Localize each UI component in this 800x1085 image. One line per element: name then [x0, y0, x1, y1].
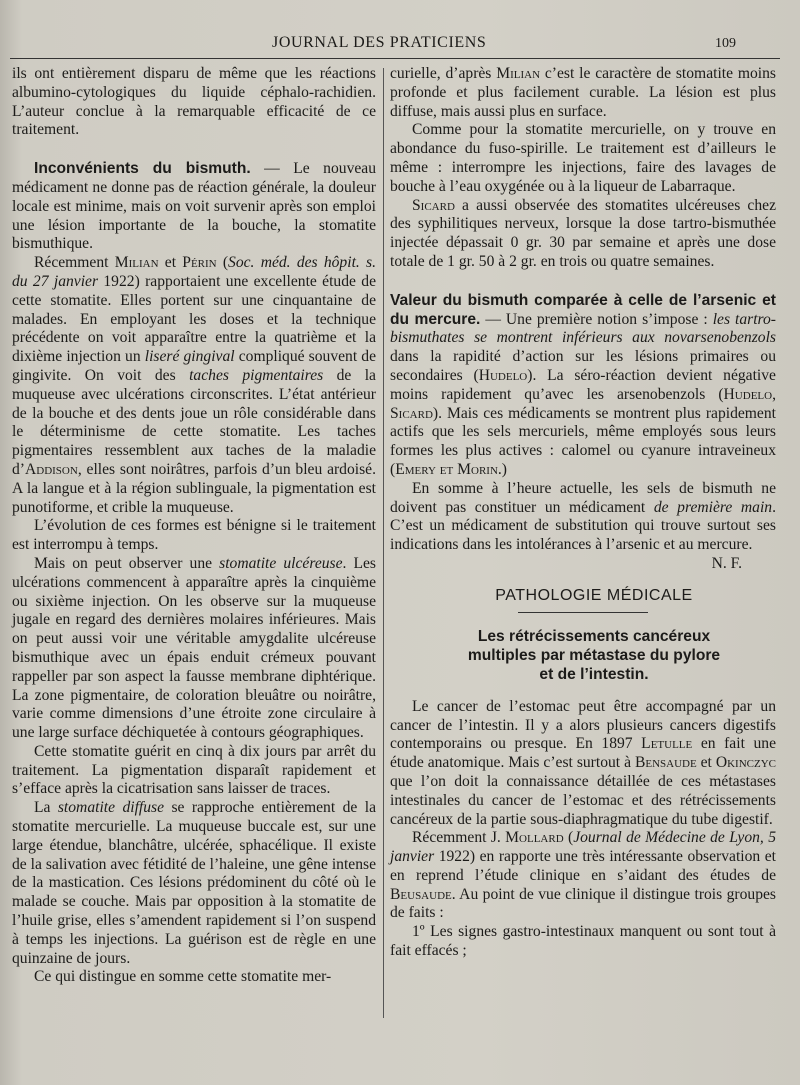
page-header	[0, 30, 800, 60]
paragraph: Ce qui distingue en somme cette stomatite mer-	[34, 968, 332, 986]
page-number: 109	[715, 36, 736, 51]
paragraph: En somme à l’heure actuelle, les sels de bismuth ne doivent pas constituer un médicament de première main. C’est un médicament de substitution qui trouve surtout ses indications dans les intolérances à l’arsenic et au mercure. N. F.	[390, 479, 777, 572]
left-column	[12, 65, 376, 987]
paragraph: L’évolution de ces formes est bénigne si le traitement est interrompu à temps.	[12, 517, 376, 554]
paragraph: Mais on peut observer une stomatite ulcéreuse. Les ulcérations commencent à apparaître après la cinquième ou sixième injection. On les observe sur la muqueuse jugale en regard des dernières molaires inférieures. Mais on peut aussi voir une véritable amygdalite ulcéreuse bismuthique avec un épais enduit crémeux pouvant rappeller par son aspect la fausse membrane diphtérique. La zone pigmentaire, de coloration bleuâtre ou noirâtre, varie comme dimensions d’une étroite zone circulaire à une large surface déchiquetée à contours géographiques.	[12, 554, 377, 742]
paragraph: Récemment Milian et Périn (Soc. méd. des hôpit. s. du 27 janvier 1922) rapportaient une excellente étude de cette stomatite. Elles portent sur une cinquantaine de malades. En employant les doses et la technique précédente on voit apparaître entre la quatrième et la dixième injection un liseré gingival compliqué souvent de gingivite. On voit des taches pigmentaires de la muqueuse avec ulcérations circonscrites. L’état antérieur de la bouche et des dents joue un rôle considérable dans le déterminisme de cette stomatite. Les taches pigmentaires ressemblent aux taches de la maladie d’Addison, elles sont noirâtres, parfois d’un bleu ardoisé. A la langue et à la région sublinguale, la pigmentation est punotiforme, et crible la muqueuse.	[12, 254, 376, 516]
right-column	[390, 65, 776, 961]
section-heading: Valeur du bismuth comparée à celle de l’arsenic et du mercure.	[390, 291, 776, 328]
section-title: PATHOLOGIE MÉDICALE	[495, 586, 693, 604]
author-signature: N. F.	[711, 554, 742, 572]
section-heading: Inconvénients du bismuth.	[34, 160, 251, 178]
paragraph: curielle, d’après Milian c’est le caractère de stomatite moins profonde et plus facilement curable. La lésion est plus diffuse, mais aussi plus en surface.	[390, 65, 776, 120]
paragraph: La stomatite diffuse se rapproche entièrement de la stomatite mercurielle. La muqueuse buccale est, sur une large étendue, blanchâtre, ulcérée, sphacélique. Il existe de la salivation avec fétidité de l’haleine, une gêne intense de la mastication. Ces lésions prédominent du côté où le malade se couche. Mais par opposition à la stomatite de l’huile grise, elles s’amendent rapidement si l’on suspend à temps les injections. La guérison est de règle en une quinzaine de jours.	[12, 799, 376, 967]
paragraph: Récemment J. Mollard (Journal de Médecine de Lyon, 5 janvier 1922) en rapporte une très intéressante observation et en reprend l’étude clinique en s’aidant des études de Beusaude. Au point de vue clinique il distingue trois groupes de faits :	[390, 829, 776, 922]
paragraph: Cette stomatite guérit en cinq à dix jours par arrêt du traitement. La pigmentation disparaît rapidement et s’efface après la cicatrisation sans laisser de traces.	[12, 742, 376, 798]
article-title-line: multiples par métastase du pylore	[467, 646, 721, 664]
column-divider	[383, 68, 384, 1018]
header-rule	[10, 58, 780, 59]
journal-title: JOURNAL DES PRATICIENS	[272, 34, 487, 51]
paragraph: 1º Les signes gastro-intestinaux manquent ou sont tout à fait effacés ;	[390, 923, 776, 960]
paragraph: Le cancer de l’estomac peut être accompagné par un cancer de l’intestin. Il y a alors plusieurs cancers digestifs contemporains ou presque. En 1897 Letulle en fait une étude anatomique. Mais c’est surtout à Bensaude et Okinczyc que l’on doit la connaissance détaillée de ces métastases intestinales du cancer de l’estomac et des rétrécissements cancéreux de la partie sous-diaphragmatique du tube digestif.	[390, 697, 776, 828]
article-title-line: Les rétrécissements cancéreux	[477, 627, 711, 645]
paragraph: Inconvénients du bismuth. — Le nouveau médicament ne donne pas de réaction générale, la douleur locale est minime, mais on voit survenir après son emploi une lésion importante de la bouche, la stomatite bismuthique.	[12, 160, 376, 253]
paragraph: Sicard a aussi observée des stomatites ulcéreuses chez des syphilitiques nerveux, lorsque la dose tartro-bismuthée injectée dépassait 0 gr. 30 par semaine et après une dose totale de 1 gr. 50 à 2 gr. en trois ou quatre semaines.	[390, 196, 776, 270]
paragraph: Comme pour la stomatite mercurielle, on y trouve en abondance du fuso-spirille. Le traitement est d’ailleurs le même : interrompre les injections, faire des lavages de bouche à l’eau oxygénée ou à la liqueur de Labarraque.	[390, 121, 776, 195]
article-title-line: et de l’intestin.	[539, 665, 649, 683]
paragraph: ils ont entièrement disparu de même que les réactions albumino-cytologiques du liquide céphalo-rachidien. L’auteur conclue à la remarquable efficacité de ce traitement.	[12, 65, 376, 139]
paragraph: Valeur du bismuth comparée à celle de l’arsenic et du mercure. — Une première notion s’impose : les tartro-bismuthates se montrent inférieurs aux novarsenobenzols dans la rapidité d’action sur les lésions primaires ou secondaires (Hudelo). La séro-réaction devient négative moins rapidement qu’avec les arsenobenzols (Hudelo, Sicard). Mais ces médicaments se montrent plus rapidement actifs que les sels mercuriels, même employés sous leurs formes les plus actives : calomel ou cyanure intraveineux (Emery et Morin.)	[390, 291, 776, 478]
